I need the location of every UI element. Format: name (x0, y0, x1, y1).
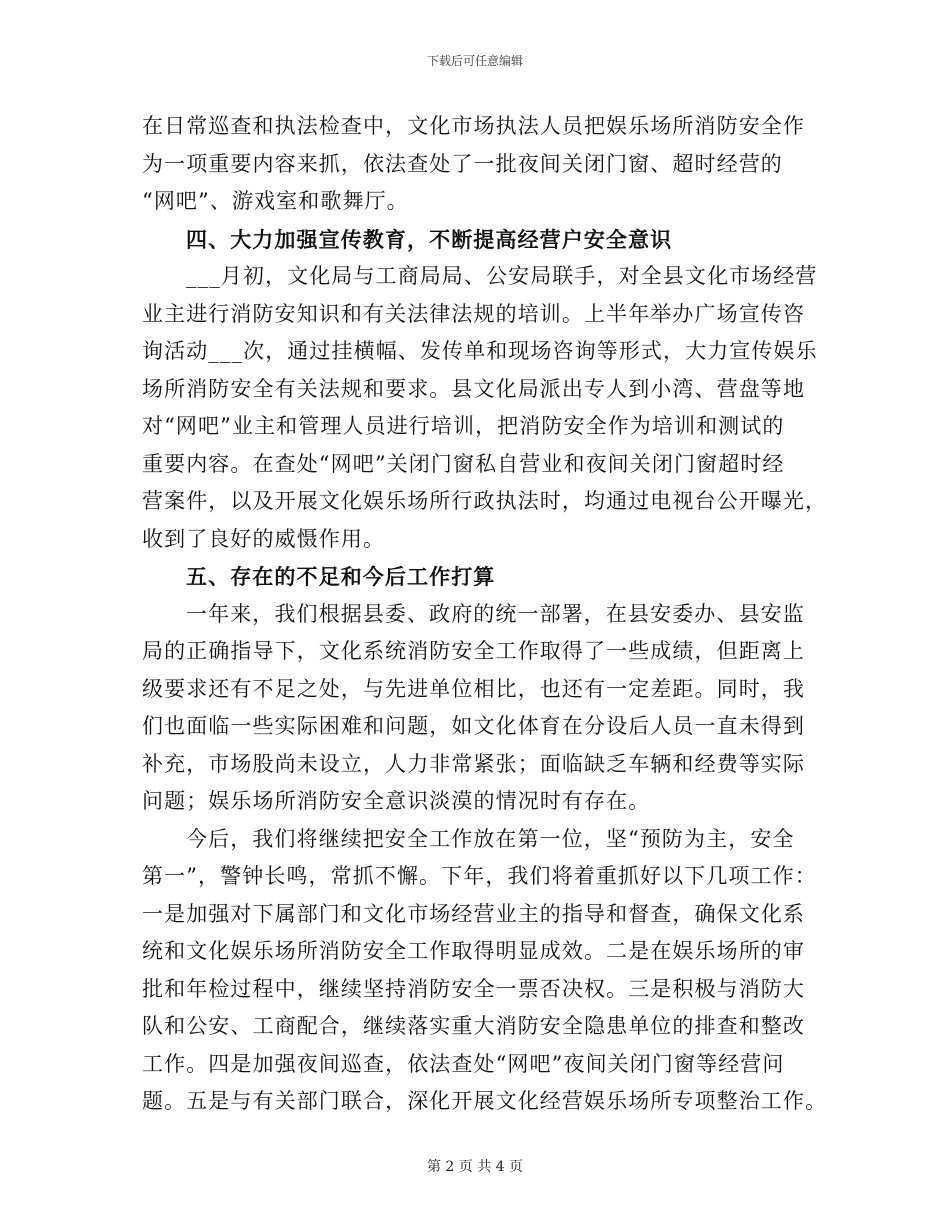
body-line: 第一”，警钟长鸣，常抓不懈。下年，我们将着重抓好以下几项工作： (142, 864, 817, 888)
body-line: 队和公安、工商配合，继续落实重大消防安全隐患单位的排查和整改 (142, 1014, 805, 1038)
page-footer: 第 2 页 共 4 页 (426, 1159, 524, 1175)
body-line: 为一项重要内容来抓，依法查处了一批夜间关闭门窗、超时经营的 (142, 151, 783, 176)
body-line: 业主进行消防安知识和有关法律法规的培训。上半年举办广场宣传咨 (142, 301, 805, 326)
body-line: “网吧”、游戏室和歌舞厅。 (142, 189, 409, 213)
body-line: 批和年检过程中，继续坚持消防安全一票否决权。三是积极与消防大 (142, 976, 805, 1001)
body-line: 一年来，我们根据县委、政府的统一部署，在县安委办、县安监 (186, 601, 805, 626)
body-line: 局的正确指导下，文化系统消防安全工作取得了一些成绩，但距离上 (142, 639, 805, 663)
body-line: 营案件，以及开展文化娱乐场所行政执法时，均通过电视台公开曝光， (142, 489, 828, 513)
body-line: 一是加强对下属部门和文化市场经营业主的指导和督查，确保文化系 (142, 901, 805, 926)
body-line: 级要求还有不足之处，与先进单位相比，也还有一定差距。同时，我 (142, 676, 805, 701)
body-line: 询活动___次，通过挂横幅、发传单和现场咨询等形式，大力宣传娱乐 (142, 339, 818, 363)
page-header: 下载后可任意编辑 (426, 54, 523, 68)
body-line: 补充，市场股尚未设立，人力非常紧张；面临缺乏车辆和经费等实际 (142, 751, 805, 776)
body-line: 收到了良好的威慑作用。 (142, 526, 386, 551)
section-heading-5: 五、存在的不足和今后工作打算 (186, 564, 496, 589)
body-line: ___月初，文化局与工商局局、公安局联手，对全县文化市场经营 (186, 264, 818, 288)
section-heading-4: 四、大力加强宣传教育，不断提高经营户安全意识 (186, 226, 673, 252)
body-line: 题。五是与有关部门联合，深化开展文化经营娱乐场所专项整治工作。 (142, 1089, 828, 1113)
body-line: 在日常巡查和执法检查中，文化市场执法人员把娱乐场所消防安全作 (142, 114, 805, 138)
body-line: 对“网吧”业主和管理人员进行培训，把消防安全作为培训和测试的 (142, 414, 785, 438)
body-line: 今后，我们将继续把安全工作放在第一位，坚“预防为主，安全 (186, 826, 795, 851)
body-line: 问题；娱乐场所消防安全意识淡漠的情况时有存在。 (142, 789, 651, 813)
document-body (142, 108, 828, 1121)
body-line: 们也面临一些实际困难和问题，如文化体育在分设后人员一直未得到 (142, 714, 805, 738)
body-line: 工作。四是加强夜间巡查，依法查处“网吧”夜间关闭门窗等经营问 (142, 1051, 785, 1076)
body-line: 重要内容。在查处“网吧”关闭门窗私自营业和夜间关闭门窗超时经 (142, 451, 785, 476)
body-line: 场所消防安全有关法规和要求。县文化局派出专人到小湾、营盘等地 (142, 376, 805, 401)
body-line: 统和文化娱乐场所消防安全工作取得明显成效。二是在娱乐场所的审 (142, 939, 805, 963)
